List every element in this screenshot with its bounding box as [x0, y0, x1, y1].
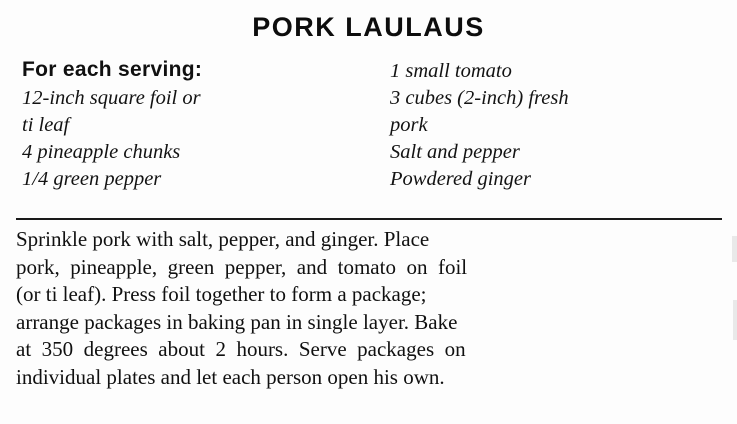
method-line: at 350 degrees about 2 hours. Serve packages on — [16, 337, 466, 361]
ingredient-item: ti leaf — [22, 114, 70, 136]
method-text — [16, 226, 724, 391]
ingredient-item: 4 pineapple chunks — [22, 141, 181, 163]
ingredient-item: Powdered ginger — [390, 168, 532, 190]
method-line: pork, pineapple, green pepper, and tomato on foil — [16, 254, 468, 279]
ingredient-item: pork — [390, 114, 428, 136]
method-line: Sprinkle pork with salt, pepper, and ginger. Place — [16, 227, 430, 251]
page-title: PORK LAULAUS — [252, 12, 485, 42]
page-edge-artifact — [733, 300, 737, 340]
ingredient-item: 1/4 green pepper — [22, 168, 162, 190]
ingredients-section — [22, 58, 722, 193]
method-line: (or ti leaf). Press foil together to form a package; — [16, 282, 427, 306]
ingredients-heading: For each serving: — [22, 58, 203, 81]
ingredient-item: 1 small tomato — [390, 60, 512, 82]
ingredients-column-left — [22, 58, 390, 193]
ingredients-column-right — [390, 58, 720, 193]
method-line: individual plates and let each person open his own. — [16, 364, 445, 389]
ingredient-item: 12-inch square foil or — [22, 87, 201, 109]
ingredient-item: Salt and pepper — [390, 141, 520, 163]
divider — [16, 218, 722, 220]
method-line: arrange packages in baking pan in single layer. Bake — [16, 309, 458, 334]
ingredient-item: 3 cubes (2-inch) fresh — [390, 87, 569, 109]
page-edge-artifact — [732, 236, 737, 262]
